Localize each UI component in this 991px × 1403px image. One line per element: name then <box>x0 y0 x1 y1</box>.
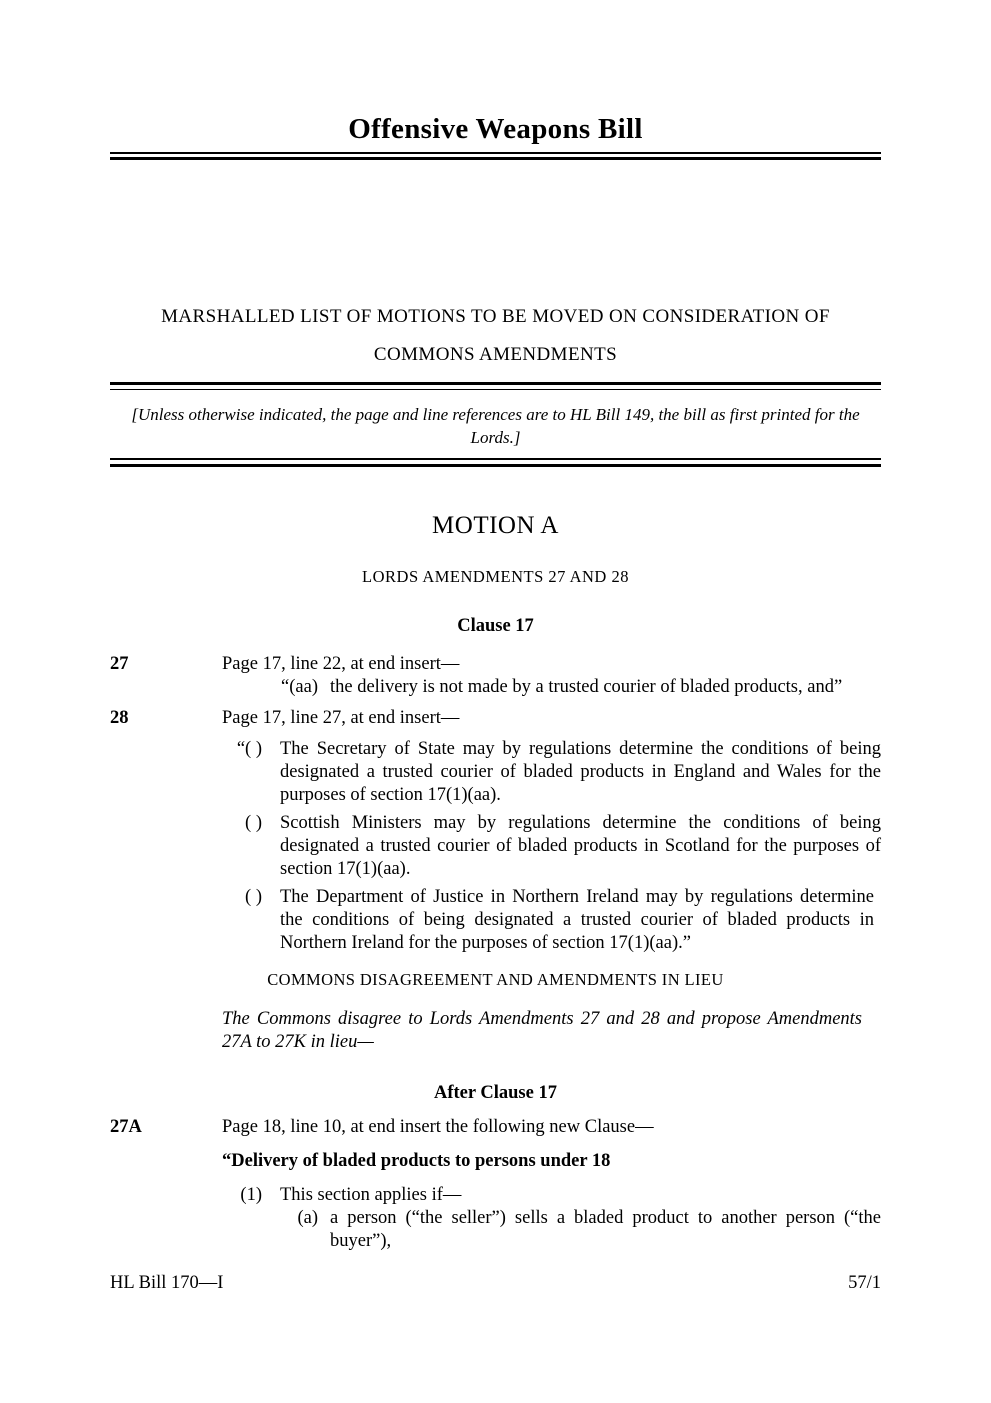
footer-page-number: 57/1 <box>848 1272 881 1293</box>
paragraph-2-text: Scottish Ministers may by regulations determine the conditions of being designated a trusted courier of bladed products in Scotland for the purposes of section 17(1)(aa). <box>280 812 881 879</box>
paragraph-1-text: The Secretary of State may by regulations determine the conditions of being designated a trusted courier of bladed products in England and Wales for the purposes of section 17(1)(aa). <box>280 738 881 805</box>
paragraph-3-marker: ( ) <box>245 886 262 907</box>
subsection-1-text: This section applies if— <box>280 1184 462 1205</box>
motion-title: MOTION A <box>432 511 559 539</box>
subsection-1 <box>222 1184 881 1253</box>
page-footer <box>110 1272 881 1295</box>
amendment-28-body <box>222 707 881 955</box>
notice-top-thick <box>110 382 881 385</box>
clause-17-heading: Clause 17 <box>457 615 534 636</box>
title-rule-thick <box>110 157 881 160</box>
motion-subtitle: LORDS AMENDMENTS 27 AND 28 <box>362 566 629 586</box>
amendment-27A-body <box>222 1116 881 1139</box>
amendment-28-lead: Page 17, line 27, at end insert— <box>222 707 460 728</box>
after-clause-17-heading: After Clause 17 <box>434 1082 557 1103</box>
amendment-27A-number: 27A <box>110 1116 142 1137</box>
notice-bottom-thick <box>110 464 881 467</box>
marshalled-heading-line2: COMMONS AMENDMENTS <box>373 343 618 365</box>
amendment-28-paragraph-1 <box>222 738 881 807</box>
paragraph-a <box>280 1207 881 1253</box>
subsection-1-marker: (1) <box>240 1184 262 1205</box>
amendment-27 <box>110 653 881 699</box>
marshalled-heading <box>110 298 881 374</box>
amendment-27A <box>110 1116 881 1139</box>
commons-disagreement-note: The Commons disagree to Lords Amendments 27 and 28 and propose Amendments 27A to 27K in lieu— <box>222 1008 862 1052</box>
paragraph-2-marker: ( ) <box>245 812 262 833</box>
title-rule-thin <box>110 152 881 154</box>
commons-disagreement-heading: COMMONS DISAGREEMENT AND AMENDMENTS IN LIEU <box>267 969 724 989</box>
notice-box-top-rule <box>110 382 881 391</box>
amendment-27A-lead: Page 18, line 10, at end insert the following new Clause— <box>222 1116 654 1137</box>
amendment-28 <box>110 707 881 955</box>
paragraph-1-marker: “( ) <box>236 738 262 759</box>
amendment-27-lead: Page 17, line 22, at end insert— <box>222 653 460 674</box>
amendment-27-body <box>222 653 881 699</box>
amendment-28-number: 28 <box>110 707 129 728</box>
amendment-27-subitem-aa <box>222 676 881 699</box>
paragraph-a-marker: (a) <box>297 1207 318 1228</box>
page-content <box>110 0 881 1295</box>
amendment-28-paragraph-3 <box>222 886 881 955</box>
notice-box <box>110 382 881 467</box>
new-clause-title: “Delivery of bladed products to persons under 18 <box>222 1150 611 1171</box>
amendment-28-paragraph-2 <box>222 812 881 881</box>
footer-bill-reference: HL Bill 170—I <box>110 1272 224 1293</box>
amendment-27-number: 27 <box>110 653 129 674</box>
reference-notice: [Unless otherwise indicated, the page and line references are to HL Bill 149, the bill as first printed for the Lords.] <box>131 405 860 447</box>
title-rule <box>110 152 881 160</box>
notice-bottom-thin <box>110 458 881 460</box>
subitem-aa-text: the delivery is not made by a trusted courier of bladed products, and” <box>330 676 843 697</box>
paragraph-a-text: a person (“the seller”) sells a bladed product to another person (“the buyer”), <box>330 1207 881 1251</box>
bill-title: Offensive Weapons Bill <box>348 113 643 145</box>
subsection-1-content <box>280 1184 881 1253</box>
notice-box-bottom-rule <box>110 458 881 467</box>
subitem-aa-marker: “(aa) <box>281 676 318 697</box>
paragraph-3-text: The Department of Justice in Northern Ireland may by regulations determine the conditions of being designated a trusted courier of bladed products in Northern Ireland for the purposes of section 17(1)(aa).” <box>280 886 874 953</box>
marshalled-heading-line1: MARSHALLED LIST OF MOTIONS TO BE MOVED ON CONSIDERATION OF <box>161 305 830 327</box>
